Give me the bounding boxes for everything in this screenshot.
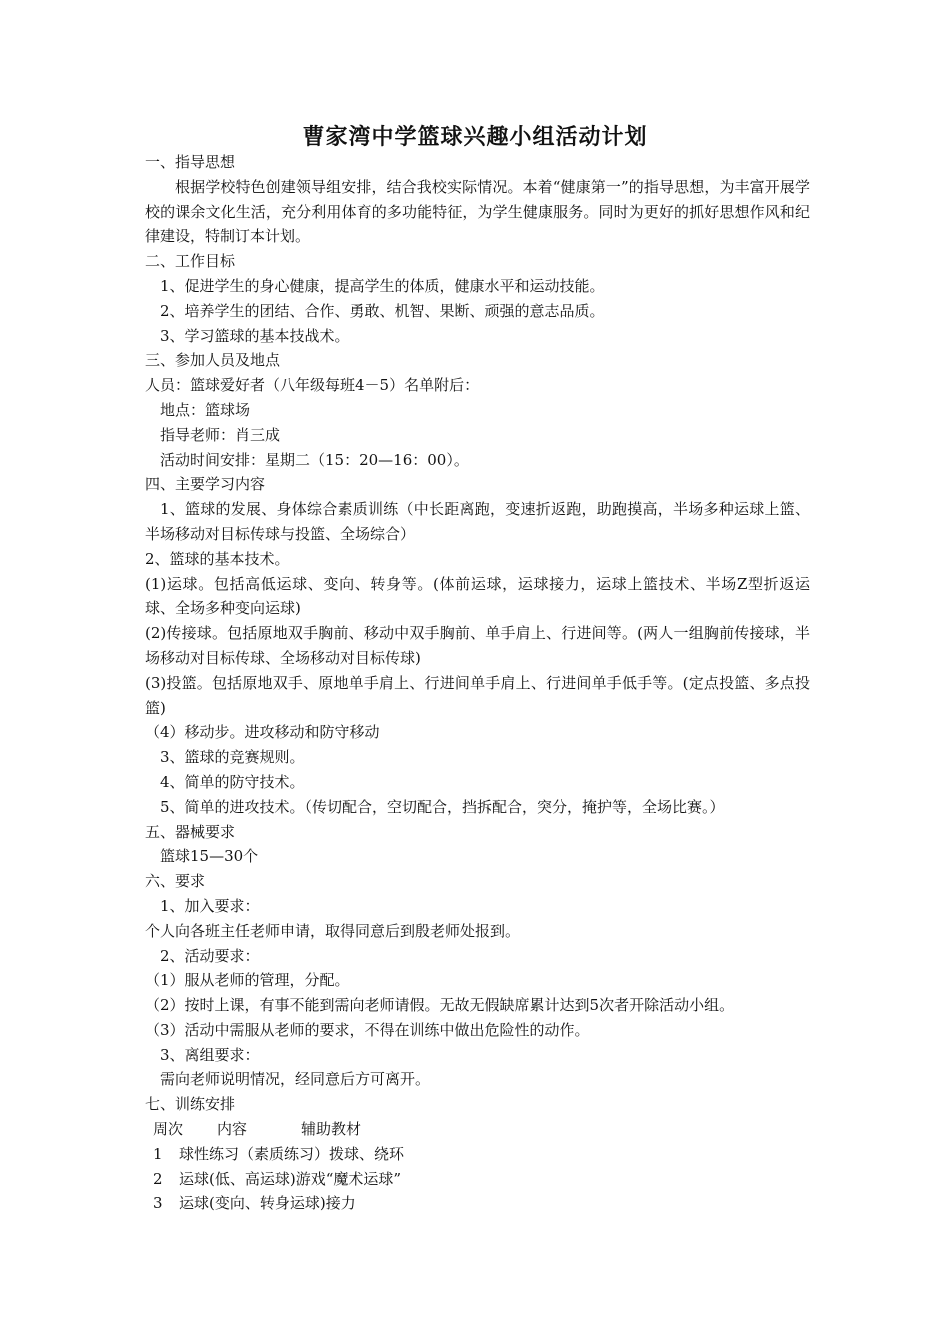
- content-item-5: 5、简单的进攻技术。（传切配合，空切配合，挡拆配合，突分，掩护等，全场比赛。）: [160, 797, 725, 816]
- activity-requirement-title: 2、活动要求：: [160, 946, 260, 965]
- section-2-heading: 二、工作目标: [145, 252, 236, 271]
- goal-item-3: 3、学习篮球的基本技战术。: [160, 326, 350, 345]
- members-line: 人员：篮球爱好者（八年级每班4－5）名单附后：: [145, 376, 480, 395]
- leave-requirement-title: 3、离组要求：: [160, 1045, 260, 1064]
- row-week: 3: [153, 1194, 163, 1213]
- content-item-3: 3、篮球的竞赛规则。: [160, 748, 305, 767]
- row-content: 运球(变向、转身运球)接力: [179, 1194, 356, 1213]
- document-title: 曹家湾中学篮球兴趣小组活动计划: [302, 124, 648, 150]
- section-3-heading: 三、参加人员及地点: [145, 351, 281, 370]
- row-content: 球性练习（素质练习）拨球、绕环: [179, 1144, 405, 1163]
- content-item-1: 1、篮球的发展、身体综合素质训练（中长距离跑，变速折返跑，助跑摸高，半场多种运球上篮、半场移动对目标传球与投篮、全场综合）: [145, 500, 810, 543]
- join-requirement-title: 1、加入要求：: [160, 896, 260, 915]
- activity-requirement-3: （3）活动中需服从老师的要求，不得在训练中做出危险性的动作。: [145, 1020, 590, 1039]
- section-1-heading: 一、指导思想: [145, 153, 236, 171]
- row-week: 2: [153, 1169, 163, 1188]
- activity-requirement-1: （1）服从老师的管理，分配。: [145, 971, 350, 990]
- content-item-4: 4、简单的防守技术。: [160, 772, 305, 791]
- header-aux-material: 辅助教材: [301, 1120, 362, 1139]
- header-week: 周次: [153, 1120, 184, 1139]
- section-5-heading: 五、器械要求: [145, 822, 236, 841]
- schedule-time-line: 活动时间安排：星期二（15：20—16：00）。: [160, 450, 469, 469]
- training-table-header: [145, 1117, 810, 1142]
- document-body: [145, 150, 810, 1216]
- section-1-paragraph: 根据学校特色创建领导组安排，结合我校实际情况。本着“健康第一”的指导思想，为丰富开展学校的课余文化生活，充分利用体育的多功能特征，为学生健康服务。同时为更好的抓好思想作风和纪律建设，特制订本计划。: [145, 177, 810, 246]
- section-6-heading: 六、要求: [145, 872, 206, 891]
- content-sub-2: (2)传接球。包括原地双手胸前、移动中双手胸前、单手肩上、行进间等。(两人一组胸前传接球，半场移动对目标传球、全场移动对目标传球): [145, 624, 810, 667]
- training-table-row: [145, 1167, 810, 1192]
- section-7-heading: 七、训练安排: [145, 1095, 236, 1114]
- row-week: 1: [153, 1144, 163, 1163]
- content-sub-1: (1)运球。包括高低运球、变向、转身等。(体前运球，运球接力，运球上篮技术、半场Z型折返运球、全场多种变向运球): [145, 574, 810, 618]
- goal-item-1: 1、促进学生的身心健康，提高学生的体质，健康水平和运动技能。: [160, 276, 605, 295]
- row-content: 运球(低、高运球)游戏“魔术运球”: [179, 1169, 402, 1188]
- header-content: 内容: [217, 1120, 248, 1139]
- content-item-2: 2、篮球的基本技术。: [145, 549, 290, 568]
- join-requirement-text: 个人向各班主任老师申请，取得同意后到殷老师处报到。: [145, 921, 521, 940]
- section-4-heading: 四、主要学习内容: [145, 475, 266, 494]
- training-table-row: [145, 1142, 810, 1167]
- activity-requirement-2: （2）按时上课，有事不能到需向老师请假。无故无假缺席累计达到5次者开除活动小组。: [145, 996, 735, 1015]
- training-table-row: [145, 1191, 810, 1216]
- teacher-line: 指导老师：肖三成: [160, 425, 281, 444]
- content-sub-4: （4）移动步。进攻移动和防守移动: [145, 723, 380, 742]
- goal-item-2: 2、培养学生的团结、合作、勇敢、机智、果断、顽强的意志品质。: [160, 301, 605, 320]
- place-line: 地点：篮球场: [160, 400, 251, 419]
- content-sub-3: (3)投篮。包括原地双手、原地单手肩上、行进间单手肩上、行进间单手低手等。(定点投篮、多点投篮): [145, 673, 810, 717]
- leave-requirement-text: 需向老师说明情况，经同意后方可离开。: [160, 1070, 431, 1089]
- equipment-line: 篮球15—30个: [160, 847, 259, 866]
